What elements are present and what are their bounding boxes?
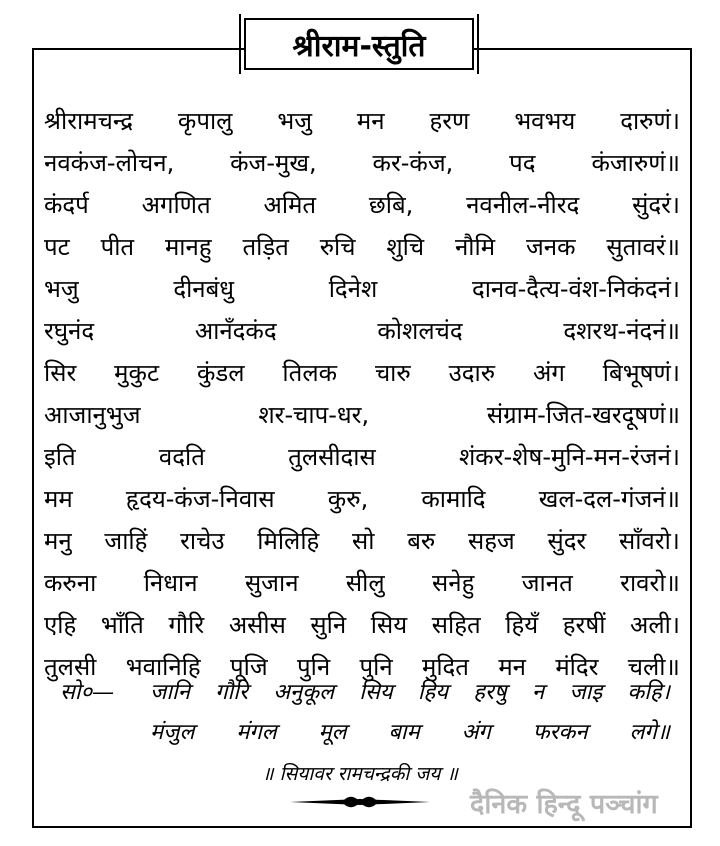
soratha-word: न: [531, 680, 545, 705]
verse-line: [44, 104, 680, 146]
verse-word: दशरथ-नंदनं॥: [563, 317, 680, 345]
verse-word: चारु: [374, 359, 411, 387]
verse-word: भाँति: [100, 611, 144, 639]
verse-word: एहि: [44, 611, 77, 639]
verse-word: वदति: [158, 443, 205, 471]
verse-word: दीनबंधु: [173, 275, 235, 303]
verse-word: भजु: [277, 107, 313, 135]
soratha-word: सिय: [359, 680, 393, 705]
verse-word: हियँ: [505, 611, 539, 639]
verse-word: तड़ित: [242, 233, 289, 261]
verse-word: गौरि: [168, 611, 205, 639]
verse-word: पुनि: [296, 653, 331, 681]
verse-word: मंदिर: [555, 653, 599, 681]
verse-word: शंकर-शेष-मुनि-मन-रंजनं।: [458, 443, 680, 471]
verse-word: सनेहु: [432, 569, 475, 597]
verse-word: इति: [44, 443, 76, 471]
soratha-word: फरकन: [532, 720, 588, 745]
verse-word: हरण: [429, 107, 470, 135]
verse-word: छबि,: [368, 191, 414, 219]
verse-word: तुलसीदास: [288, 443, 376, 471]
verse-word: अमित: [263, 191, 317, 219]
verse-word: आनँदकंद: [194, 317, 277, 345]
soratha-word: अनुकूल: [273, 680, 335, 705]
verse-word: कामादि: [421, 485, 486, 513]
soratha-text-1: [150, 676, 680, 706]
verse-word: पीत: [100, 233, 135, 261]
verse-word: सुंदरं।: [632, 191, 680, 219]
soratha-word: जाइ: [569, 680, 603, 705]
verse-word: सहज: [467, 527, 515, 555]
verse-word: चली॥: [627, 653, 680, 681]
soratha-word: मंगल: [236, 720, 277, 745]
verse-word: नवनील-नीरद: [466, 191, 580, 219]
verse-word: सहित: [431, 611, 481, 639]
verse-word: रावरो॥: [620, 569, 680, 597]
verse-word: शर-चाप-धर,: [258, 401, 370, 429]
verse-word: सिर: [44, 359, 77, 387]
verse-word: मुदित: [421, 653, 469, 681]
verse-word: हरषीं: [562, 611, 606, 639]
verse-word: मन: [498, 653, 526, 681]
verse-word: मुकुट: [114, 359, 160, 387]
verse-word: कुरु,: [327, 485, 369, 513]
verse-word: जानत: [521, 569, 573, 597]
verse-line: [44, 398, 680, 440]
verse-word: अंग: [533, 359, 565, 387]
verse-word: अली।: [630, 611, 680, 639]
verse-word: दारुणं।: [620, 107, 680, 135]
ornament-divider: [290, 794, 430, 810]
verse-word: करुना: [44, 569, 97, 597]
soratha-word: मंजुल: [150, 720, 195, 745]
soratha-word: लगे॥: [629, 720, 670, 745]
verse-line: [44, 440, 680, 482]
verse-word: रघुनंद: [44, 317, 95, 345]
verse-word: मनु: [44, 527, 72, 555]
verse-word: बरु: [407, 527, 436, 555]
verse-word: राचेउ: [180, 527, 225, 555]
verse-line: [44, 314, 680, 356]
verse-block: [44, 104, 680, 692]
soratha-line-2: [60, 716, 680, 756]
verse-word: नवकंज-लोचन,: [44, 149, 175, 177]
verse-word: साँवरो।: [618, 527, 680, 555]
verse-word: संग्राम-जित-खरदूषणं॥: [486, 401, 680, 429]
verse-line: [44, 146, 680, 188]
verse-word: उदारु: [448, 359, 496, 387]
soratha-line-1: [60, 676, 680, 716]
page-title: [244, 18, 474, 70]
jai-line: ॥ सियावर रामचन्द्रकी जय ॥: [262, 763, 458, 785]
verse-word: सुजान: [244, 569, 299, 597]
verse-word: आजानुभुज: [44, 401, 141, 429]
verse-word: मम: [44, 485, 73, 513]
verse-word: पट: [44, 233, 70, 261]
soratha-word: हरषु: [473, 680, 507, 705]
verse-word: कोशलचंद: [377, 317, 463, 345]
verse-word: सुतावरं॥: [606, 233, 680, 261]
verse-word: दिनेश: [328, 275, 378, 303]
soratha-word: बाम: [388, 720, 420, 745]
verse-line: [44, 566, 680, 608]
verse-word: खल-दल-गंजनं॥: [538, 485, 680, 513]
soratha-word: गौरि: [215, 680, 248, 705]
verse-word: पूजि: [230, 653, 268, 681]
verse-word: कंजारुणं॥: [591, 149, 680, 177]
verse-word: निधान: [143, 569, 198, 597]
verse-word: भवभय: [514, 107, 576, 135]
watermark: दैनिक हिन्दू पञ्चांग: [470, 789, 658, 820]
verse-word: रुचि: [319, 233, 356, 261]
verse-word: जाहिं: [104, 527, 148, 555]
title-text: श्रीराम-स्तुति: [292, 28, 426, 64]
soratha-text-2: [150, 716, 680, 746]
verse-word: सीलु: [345, 569, 385, 597]
verse-line: [44, 188, 680, 230]
verse-word: दानव-दैत्य-वंश-निकंदनं।: [471, 275, 680, 303]
verse-line: [44, 230, 680, 272]
verse-word: कर-कंज,: [372, 149, 454, 177]
verse-word: पद: [509, 149, 536, 177]
verse-line: [44, 482, 680, 524]
verse-word: कंज-मुख,: [230, 149, 317, 177]
verse-word: अगणित: [141, 191, 211, 219]
verse-word: जनक: [525, 233, 576, 261]
verse-word: कुंडल: [196, 359, 245, 387]
verse-line: [44, 356, 680, 398]
verse-word: पुनि: [359, 653, 393, 681]
verse-word: नौमि: [454, 233, 496, 261]
soratha-word: मूल: [318, 720, 347, 745]
verse-word: बिभूषणं।: [602, 359, 680, 387]
verse-word: मानहु: [164, 233, 212, 261]
soratha-word: जानि: [150, 680, 190, 705]
verse-word: सुंदर: [547, 527, 587, 555]
soratha-word: हिय: [417, 680, 448, 705]
soratha-label: सो०—: [60, 680, 115, 705]
verse-word: सो: [352, 527, 375, 555]
verse-line: [44, 524, 680, 566]
verse-word: भवानिहि: [125, 653, 201, 681]
verse-word: कृपालु: [177, 107, 233, 135]
verse-word: असीस: [228, 611, 286, 639]
soratha-block: [60, 676, 680, 756]
verse-word: तिलक: [282, 359, 338, 387]
verse-word: शुचि: [386, 233, 425, 261]
verse-word: तुलसी: [44, 653, 97, 681]
verse-line: [44, 272, 680, 314]
verse-word: कंदर्प: [44, 191, 89, 219]
verse-word: मिलिहि: [257, 527, 320, 555]
verse-line: [44, 608, 680, 650]
verse-word: सिय: [370, 611, 408, 639]
verse-word: हृदय-कंज-निवास: [125, 485, 275, 513]
verse-word: श्रीरामचन्द्र: [44, 107, 133, 135]
soratha-word: अंग: [461, 720, 491, 745]
verse-word: सुनि: [310, 611, 347, 639]
verse-word: मन: [356, 107, 385, 135]
soratha-word: कहि।: [627, 680, 670, 705]
verse-word: भजु: [44, 275, 79, 303]
